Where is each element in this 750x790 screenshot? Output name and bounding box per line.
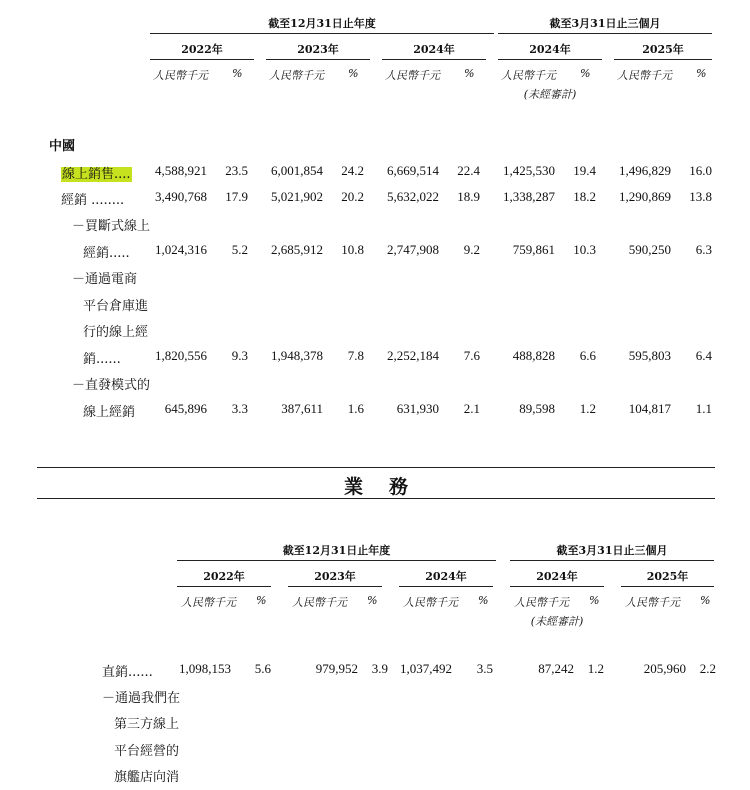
value-cell: 1.1 <box>695 401 712 416</box>
value-cell: 2.2 <box>699 661 716 676</box>
value-cell: 488,828 <box>512 348 555 363</box>
value-cell: 387,611 <box>281 401 323 416</box>
value-cell: 10.3 <box>573 242 596 257</box>
row-label-line: 銷...... <box>83 352 121 367</box>
group-rule <box>177 560 496 561</box>
value-cell: 3.9 <box>371 661 388 676</box>
row-label <box>61 163 132 182</box>
value-cell: 2.1 <box>463 401 480 416</box>
year-header: 2023年 <box>314 570 356 583</box>
row-label-line: －買斷式線上 <box>72 219 151 234</box>
value-cell: 18.2 <box>573 189 596 204</box>
value-cell: 631,930 <box>396 401 439 416</box>
pct-label: % <box>367 594 378 607</box>
value-cell: 89,598 <box>519 401 555 416</box>
value-cell: 1,820,556 <box>155 348 207 363</box>
group-rule <box>150 33 494 34</box>
value-cell: 5,021,902 <box>271 189 323 204</box>
value-cell: 979,952 <box>315 661 358 676</box>
row-label-line: 行的線上經 <box>83 325 149 340</box>
value-cell: 2,685,912 <box>271 242 323 257</box>
pct-label: % <box>348 67 359 80</box>
pct-label: % <box>232 67 243 80</box>
unit-label: 人民幣千元 <box>501 69 556 82</box>
banner-rule-top <box>37 467 715 468</box>
year-header: 2023年 <box>297 43 339 56</box>
value-cell: 645,896 <box>164 401 207 416</box>
year-rule <box>621 586 714 587</box>
value-cell: 6,001,854 <box>271 163 323 178</box>
value-cell: 2,747,908 <box>387 242 439 257</box>
value-cell: 3.3 <box>231 401 248 416</box>
value-cell: 759,861 <box>512 242 555 257</box>
value-cell: 5,632,022 <box>387 189 439 204</box>
value-cell: 17.9 <box>225 189 248 204</box>
pct-label: % <box>464 67 475 80</box>
year-rule <box>399 586 493 587</box>
year-rule <box>177 586 271 587</box>
pct-label: % <box>580 67 591 80</box>
row-label-line: 第三方線上 <box>114 717 180 732</box>
pct-label: % <box>589 594 600 607</box>
year-header: 2024年 <box>529 43 571 56</box>
group-rule <box>498 33 712 34</box>
group-header-quarter: 截至3月31日止三個月 <box>556 544 668 557</box>
unit-label: 人民幣千元 <box>617 69 672 82</box>
row-label-line: 經銷..... <box>83 246 130 261</box>
unit-label: 人民幣千元 <box>625 596 680 609</box>
value-cell: 1,290,869 <box>619 189 671 204</box>
value-cell: 7.8 <box>347 348 364 363</box>
value-cell: 16.0 <box>689 163 712 178</box>
year-header: 2025年 <box>646 570 689 583</box>
year-rule <box>498 59 602 60</box>
value-cell: 1.2 <box>587 661 604 676</box>
value-cell: 1.2 <box>579 401 596 416</box>
section-banner: 業務 <box>343 476 434 498</box>
group-header-annual: 截至12月31日止年度 <box>268 17 376 30</box>
year-header: 2022年 <box>181 43 223 56</box>
group-header-annual: 截至12月31日止年度 <box>282 544 391 557</box>
value-cell: 6.3 <box>695 242 712 257</box>
value-cell: 6.4 <box>695 348 712 363</box>
unit-label: 人民幣千元 <box>385 69 440 82</box>
year-header: 2024年 <box>536 570 578 583</box>
value-cell: 1,948,378 <box>271 348 323 363</box>
value-cell: 595,803 <box>628 348 671 363</box>
pct-label: % <box>700 594 711 607</box>
pct-label: % <box>478 594 489 607</box>
value-cell: 6.6 <box>579 348 596 363</box>
row-label: 經銷 ........ <box>61 193 125 208</box>
value-cell: 5.6 <box>254 661 271 676</box>
value-cell: 205,960 <box>643 661 686 676</box>
unit-label: 人民幣千元 <box>269 69 324 82</box>
value-cell: 19.4 <box>573 163 596 178</box>
value-cell: 1,037,492 <box>400 661 452 676</box>
unit-label: 人民幣千元 <box>514 596 569 609</box>
value-cell: 10.8 <box>341 242 364 257</box>
row-label-line: －直發模式的 <box>72 378 151 393</box>
value-cell: 2,252,184 <box>387 348 439 363</box>
year-rule <box>382 59 486 60</box>
group-header-quarter: 截至3月31日止三個月 <box>549 17 661 30</box>
value-cell: 4,588,921 <box>155 163 207 178</box>
value-cell: 1,338,287 <box>503 189 555 204</box>
year-rule <box>150 59 254 60</box>
unit-label: 人民幣千元 <box>181 596 236 609</box>
banner-rule-bottom <box>37 498 715 499</box>
year-rule <box>614 59 712 60</box>
year-header: 2022年 <box>203 570 245 583</box>
pct-label: % <box>696 67 707 80</box>
unaudited-label: (未經審計) <box>523 88 577 101</box>
value-cell: 87,242 <box>538 661 574 676</box>
row-label-line: －通過電商 <box>72 272 138 287</box>
value-cell: 3,490,768 <box>155 189 207 204</box>
row-label-line: 平台經營的 <box>114 744 180 759</box>
value-cell: 9.3 <box>231 348 248 363</box>
row-label-line: 線上經銷 <box>83 405 136 420</box>
unaudited-label: (未經審計) <box>530 615 584 628</box>
unit-label: 人民幣千元 <box>153 69 208 82</box>
value-cell: 1,098,153 <box>179 661 231 676</box>
row-label: 直銷...... <box>102 665 153 680</box>
value-cell: 1,496,829 <box>619 163 671 178</box>
row-label-line: －通過我們在 <box>102 691 181 706</box>
pct-label: % <box>256 594 267 607</box>
value-cell: 18.9 <box>457 189 480 204</box>
value-cell: 23.5 <box>225 163 248 178</box>
value-cell: 1,024,316 <box>155 242 207 257</box>
unit-label: 人民幣千元 <box>292 596 347 609</box>
region-label: 中國 <box>49 139 76 154</box>
value-cell: 24.2 <box>341 163 364 178</box>
value-cell: 22.4 <box>457 163 480 178</box>
unit-label: 人民幣千元 <box>403 596 458 609</box>
year-rule <box>510 586 604 587</box>
value-cell: 1.6 <box>347 401 364 416</box>
value-cell: 5.2 <box>231 242 248 257</box>
value-cell: 3.5 <box>476 661 493 676</box>
value-cell: 6,669,514 <box>387 163 439 178</box>
year-header: 2025年 <box>642 43 684 56</box>
year-header: 2024年 <box>413 43 455 56</box>
year-rule <box>266 59 370 60</box>
year-rule <box>288 586 382 587</box>
value-cell: 13.8 <box>689 189 712 204</box>
value-cell: 1,425,530 <box>503 163 555 178</box>
group-rule <box>510 560 714 561</box>
row-label-line: 旗艦店向消 <box>114 770 180 785</box>
value-cell: 104,817 <box>628 401 671 416</box>
row-label-line: 平台倉庫進 <box>83 299 149 314</box>
row-label-text: 線上銷售.... <box>62 167 131 182</box>
value-cell: 590,250 <box>628 242 671 257</box>
year-header: 2024年 <box>425 570 467 583</box>
value-cell: 7.6 <box>463 348 480 363</box>
value-cell: 20.2 <box>341 189 364 204</box>
value-cell: 9.2 <box>463 242 480 257</box>
